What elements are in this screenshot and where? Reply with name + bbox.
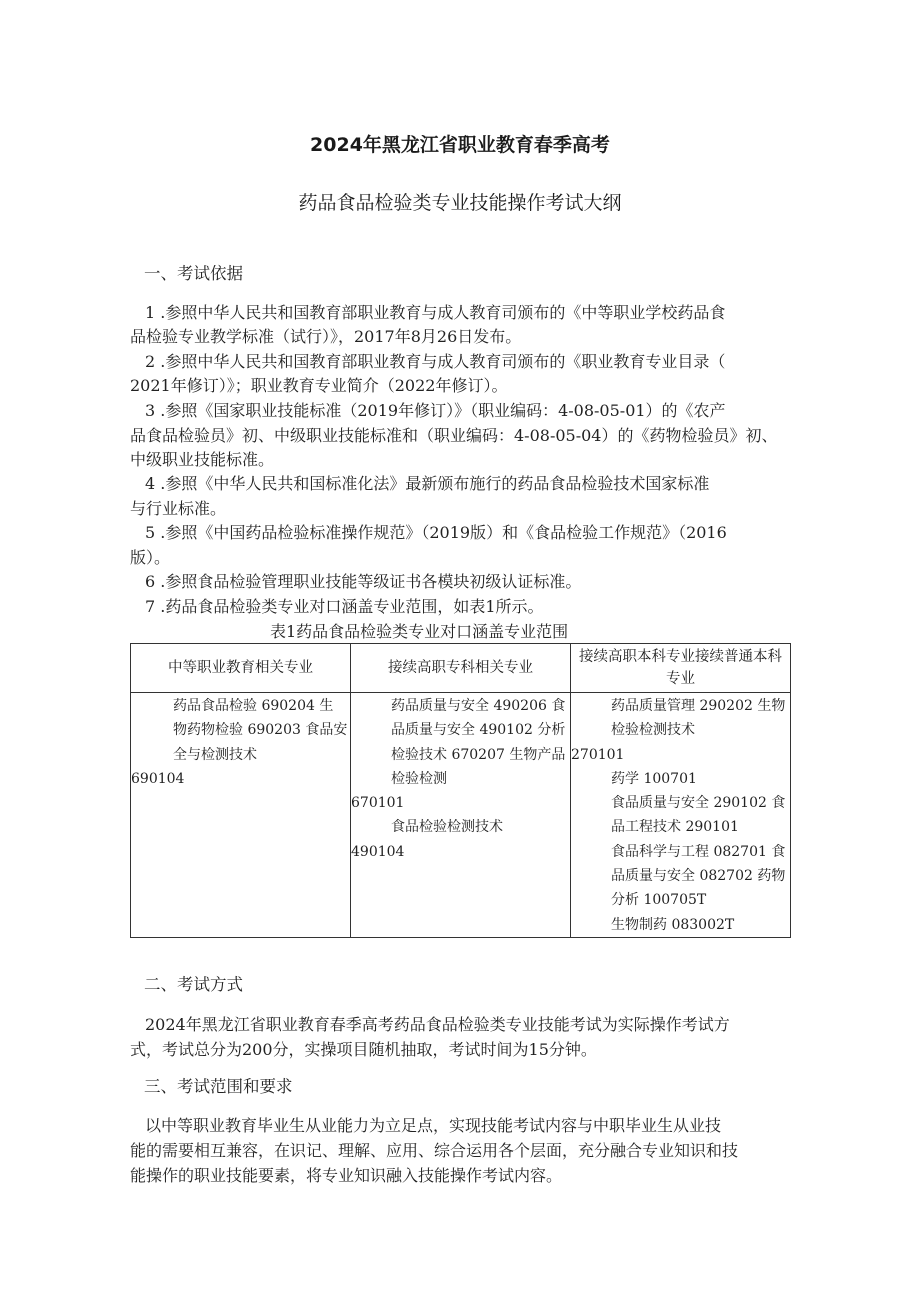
cell-line: 食品检验检测技术: [391, 819, 503, 836]
table-row: [131, 693, 791, 938]
section-1-line: 7 .药品食品检验类专业对口涵盖专业范围，如表1所示。: [145, 597, 544, 616]
cell-line: 分析 100705T: [611, 892, 707, 909]
majors-table: [130, 643, 791, 938]
cell-line: 690104: [131, 770, 185, 787]
section-1-line: 4 .参照《中华人民共和国标准化法》最新颁布施行的药品食品检验技术国家标准: [145, 474, 710, 493]
column-header: 接续高职专科相关专业: [351, 644, 571, 693]
column-header: 中等职业教育相关专业: [131, 644, 351, 693]
document-title-line-2: 药品食品检验类专业技能操作考试大纲: [298, 192, 622, 214]
section-1-line: 5 .参照《中国药品检验标准操作规范》（2019版）和《食品检验工作规范》（2016: [145, 523, 727, 542]
cell-line: 品质量与安全 082702 药物: [611, 868, 786, 885]
cell-line: 食品质量与安全 290102 食: [611, 795, 786, 812]
cell-line: 270101: [571, 746, 625, 763]
section-1-line: 品检验专业教学标准（试行）》，2017年8月26日发布。: [130, 327, 522, 346]
table-header-row: [131, 644, 791, 693]
cell-line: 药品食品检验 690204 生: [173, 698, 334, 714]
section-1-heading: 一、考试依据: [144, 264, 243, 283]
section-3-line: 能操作的职业技能要素，将专业知识融入技能操作考试内容。: [130, 1166, 563, 1185]
cell-line: 物药物检验 690203 食品安: [173, 722, 348, 739]
section-3-heading: 三、考试范围和要求: [144, 1077, 293, 1096]
section-1-line: 版）。: [130, 548, 171, 567]
column-header: 接续高职本科专业接续普通本科专业: [571, 644, 791, 693]
section-1-line: 中级职业技能标准。: [130, 450, 275, 469]
section-2-line: 式，考试总分为200分，实操项目随机抽取，考试时间为15分钟。: [130, 1040, 597, 1059]
section-2-line: 2024年黑龙江省职业教育春季高考药品食品检验类专业技能考试为实际操作考试方: [145, 1015, 730, 1034]
section-1-line: 品食品检验员》初、中级职业技能标准和（职业编码：4-08-05-04）的《药物检验员》初、: [130, 426, 778, 445]
cell-line: 药品质量与安全 490206 食: [391, 698, 566, 714]
table-cell-undergraduate-majors: [571, 693, 791, 938]
section-1-line: 2021年修订）》；职业教育专业简介（2022年修订）。: [130, 376, 508, 395]
cell-line: 生物制药 083002T: [611, 916, 735, 933]
cell-line: 药品质量管理 290202 生物: [611, 698, 786, 714]
cell-line: 490104: [351, 843, 405, 860]
section-3-line: 以中等职业教育毕业生从业能力为立足点，实现技能考试内容与中职毕业生从业技: [145, 1116, 722, 1135]
section-1-line: 1 .参照中华人民共和国教育部职业教育与成人教育司颁布的《中等职业学校药品食: [145, 303, 726, 322]
cell-line: 品工程技术 290101: [611, 819, 739, 836]
table-cell-secondary-majors: [131, 693, 351, 938]
cell-line: 药学 100701: [611, 770, 697, 787]
section-3-line: 能的需要相互兼容，在识记、理解、应用、综合运用各个层面，充分融合专业知识和技: [130, 1141, 739, 1160]
cell-line: 检验检测: [391, 770, 447, 787]
section-1-line: 3 .参照《国家职业技能标准（2019年修订）》（职业编码：4-08-05-01）的《农产: [145, 401, 726, 420]
table-caption: 表1药品食品检验类专业对口涵盖专业范围: [270, 622, 569, 641]
cell-line: 670101: [351, 795, 405, 812]
table-cell-vocational-majors: [351, 693, 571, 938]
section-1-line: 2 .参照中华人民共和国教育部职业教育与成人教育司颁布的《职业教育专业目录（: [145, 352, 726, 371]
document-title-line-1: 2024年黑龙江省职业教育春季高考: [310, 134, 610, 156]
cell-line: 检验检测技术: [611, 722, 695, 739]
section-1-line: 与行业标准。: [130, 499, 227, 518]
section-2-heading: 二、考试方式: [144, 975, 243, 994]
section-1-line: 6 .参照食品检验管理职业技能等级证书各模块初级认证标准。: [145, 572, 582, 591]
cell-line: 检验技术 670207 生物产品: [391, 746, 566, 763]
cell-line: 品质量与安全 490102 分析: [391, 722, 566, 739]
cell-line: 食品科学与工程 082701 食: [611, 843, 786, 860]
cell-line: 全与检测技术: [173, 746, 257, 763]
